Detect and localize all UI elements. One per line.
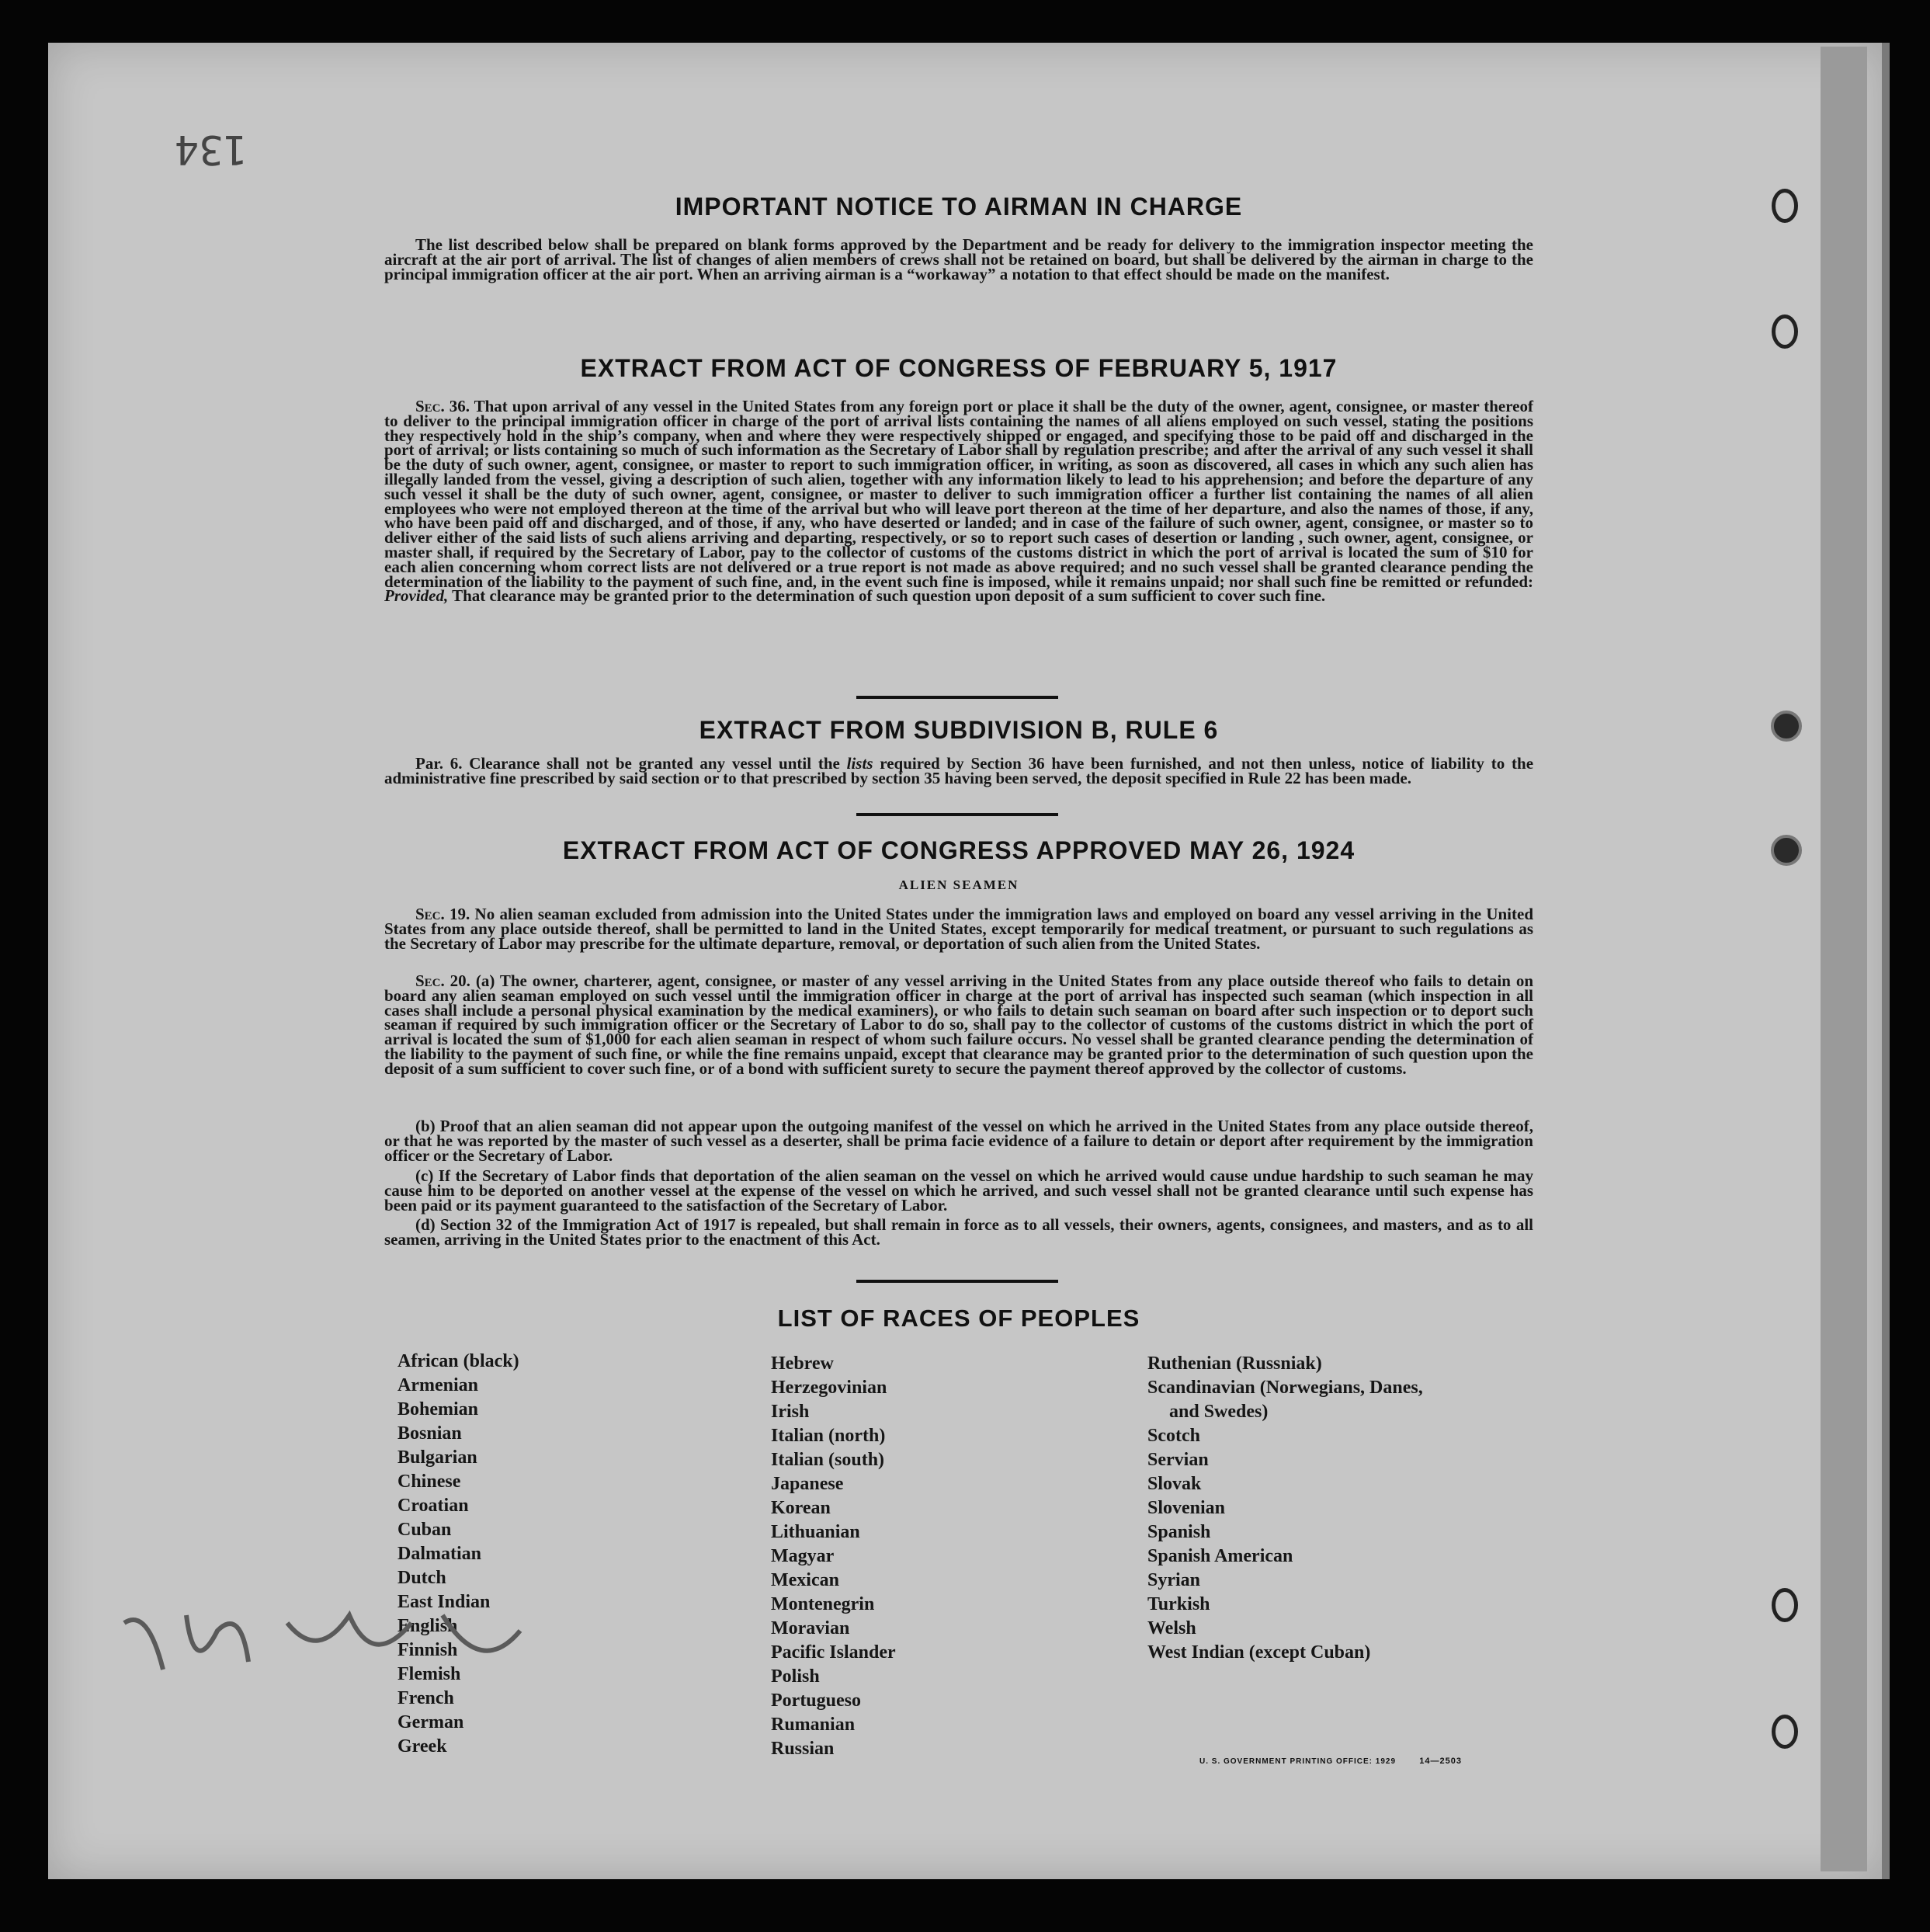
races-title: LIST OF RACES OF PEOPLES	[777, 1305, 1140, 1332]
race-item: West Indian (except Cuban)	[1147, 1642, 1371, 1663]
races-column-2	[771, 1352, 896, 1761]
sec-20a-text: Sec. 20. (a) The owner, charterer, agent, consignee, or master of any vessel arriving in the United States from any place outside thereof who fails to detain on board any alien seaman employed on such vessel until the immigration officer in charge at the port of arrival has inspected such seaman (which inspection in all cases shall include a personal physical examination by the medical examiners), or who fails to detain such seaman on board after such inspection or to deport such seaman if required by such immigration officer or the Secretary of Labor to do so, shall pay to the collector of customs of the customs district in which the port of arrival is located the sum of $1,000 for each alien seaman in respect of whom such failure occurs. No vessel shall be granted clearance pending the determination of the liability to the payment of such fine, or while the fine remains unpaid, except that clearance may be granted prior to the determination of such question upon the deposit of a sum sufficient to cover such fine, or of a bond with sufficient surety to secure the payment thereof approved by the collector of customs.	[384, 971, 1534, 1078]
race-item: Cuban	[397, 1520, 452, 1540]
sec-20b-text: (b) Proof that an alien seaman did not appear upon the outgoing manifest of the vessel on which he arrived in the United States from any place outside thereof, or that he was reported by the master of such vessel as a deserter, shall be prima facie evidence of a failure to detain or deport after requirement by the immigration officer or the Secretary of Labor.	[384, 1117, 1533, 1165]
race-item: Bosnian	[397, 1423, 462, 1444]
races-column-3	[1147, 1352, 1423, 1665]
sec-19-text: Sec. 19. No alien seaman excluded from admission into the United States under the immigration laws and employed on board any vessel arriving in the United States from any place outside thereof, shall be permitted to land in the United States, except temporarily for medical treatment, or pursuant to such regulations as the Secretary of Labor may prescribe for the ultimate departure, removal, or deportation of such alien from the United States.	[384, 905, 1534, 953]
race-item: Pacific Islander	[771, 1642, 896, 1663]
punch-hole-icon	[1771, 711, 1802, 742]
race-item: Lithuanian	[771, 1522, 860, 1542]
race-item: German	[397, 1712, 464, 1732]
race-item: Chinese	[397, 1472, 461, 1492]
page-edge	[1821, 47, 1867, 1871]
act-1917-title: EXTRACT FROM ACT OF CONGRESS OF FEBRUARY 5, 1917	[580, 354, 1338, 382]
race-item: Syrian	[1147, 1570, 1201, 1590]
race-item: East Indian	[397, 1592, 491, 1612]
race-item: Servian	[1147, 1450, 1209, 1470]
race-item: Hebrew	[771, 1353, 834, 1374]
race-item: and Swedes)	[1169, 1402, 1269, 1422]
race-item: Scandinavian (Norwegians, Danes,	[1147, 1378, 1423, 1398]
notice-text: The list described below shall be prepared on blank forms approved by the Department and be ready for delivery to the immigration inspector meeting the aircraft at the air port of arrival. The list of changes of alien members of crews shall not be retained on board, but shall be delivered by the airman in charge to the principal immigration officer at the air port. When an arriving airman is a “workaway” a notation to that effect should be made on the manifest.	[384, 235, 1533, 283]
races-column-1	[397, 1350, 519, 1759]
race-item: Dutch	[397, 1568, 446, 1588]
race-item: Slovak	[1147, 1474, 1202, 1494]
race-item: Bulgarian	[397, 1447, 477, 1468]
binder-ring-icon	[1772, 1588, 1798, 1622]
race-item: Italian (south)	[771, 1450, 885, 1470]
punch-hole-icon	[1771, 835, 1802, 866]
notice-title: IMPORTANT NOTICE TO AIRMAN IN CHARGE	[675, 193, 1243, 221]
printer-imprint: U. S. GOVERNMENT PRINTING OFFICE: 1929 14—2503	[1199, 1757, 1462, 1766]
par-6-text: Par. 6. Clearance shall not be granted any vessel until the lists required by Section 36 have been furnished, and not then unless, notice of liability to the administrative fine prescribed by said section or to that prescribed by section 35 having been served, the deposit specified in Rule 22 has been made.	[384, 754, 1534, 787]
race-item: African (black)	[397, 1351, 519, 1371]
race-item: Polish	[771, 1666, 820, 1687]
race-item: Greek	[397, 1736, 447, 1757]
race-item: Portugueso	[771, 1690, 861, 1711]
race-item: Japanese	[771, 1474, 844, 1494]
race-item: Bohemian	[397, 1399, 479, 1419]
race-item: Turkish	[1147, 1594, 1210, 1614]
race-item: Magyar	[771, 1546, 835, 1566]
race-item: Irish	[771, 1402, 810, 1422]
race-item: Spanish American	[1147, 1546, 1293, 1566]
race-item: Scotch	[1147, 1426, 1200, 1446]
race-item: Moravian	[771, 1618, 850, 1638]
race-item: French	[397, 1688, 454, 1708]
sec-20c-text: (c) If the Secretary of Labor finds that deportation of the alien seaman on the vessel on which he arrived would cause undue hardship to such seaman he may cause him to be deported on another vessel at the expense of the vessel on which he arrived, and such vessel shall not be granted clearance until such expense has been paid or its payment guaranteed to the satisfaction of the Secretary of Labor.	[384, 1166, 1533, 1214]
rule-6-title: EXTRACT FROM SUBDIVISION B, RULE 6	[699, 716, 1219, 744]
race-item: Montenegrin	[771, 1594, 875, 1614]
race-item: Flemish	[397, 1664, 461, 1684]
section-divider	[856, 1280, 1058, 1283]
sec-36-text: Sec. 36. That upon arrival of any vessel in the United States from any foreign port or place it shall be the duty of the owner, agent, consignee, or master thereof to deliver to the principal immigration officer in charge of the port of arrival lists containing the names of all aliens employed on such vessel, stating the positions they respectively hold in the ship’s company, when and where they were respectively shipped or engaged, and specifying those to be paid off and discharged in the port of arrival; or lists containing so much of such information as the Secretary of Labor shall by regulation prescribe; and after the arrival of any such vessel it shall be the duty of such owner, agent, consignee, or master to report to such immigration officer, in writing, as soon as discovered, all cases in which any such alien has illegally landed from the vessel, giving a description of such alien, together with any information likely to lead to his apprehension; and before the departure of any such vessel it shall be the duty of such owner, agent, consignee, or master to deliver to such immigration officer a further list containing the names of all alien employees who were not employed thereon at the time of the arrival but who will leave port thereon at the time of her departure, and also the names of those, if any, who have been paid off and discharged, and of those, if any, who have deserted or landed; and in case of the failure of such owner, agent, consignee, or master so to deliver either of the said lists of such aliens arriving and departing, respectively, or so to report such cases of desertion or landing , such owner, agent, consignee, or master shall, if required by the Secretary of Labor, pay to the collector of customs of the customs district in which the port of arrival is located the sum of $10 for each alien concerning whom correct lists are not delivered or a true report is not made as above required; and no such vessel shall be granted clearance pending the determination of the liability to the payment of such fine, and, in the event such fine is imposed, while it remains unpaid; nor shall such fine be remitted or refunded: Provided, That clearance may be granted prior to the determination of such question upon deposit of a sum sufficient to cover such fine.	[384, 397, 1533, 606]
race-item: Russian	[771, 1739, 835, 1759]
binder-ring-icon	[1772, 314, 1798, 349]
race-item: Herzegovinian	[771, 1378, 887, 1398]
race-item: Slovenian	[1147, 1498, 1226, 1518]
sec-20d-text: (d) Section 32 of the Immigration Act of 1917 is repealed, but shall remain in force as to all vessels, their owners, agents, consignees, and masters, and as to all seamen, arriving in the United States prior to the enactment of this Act.	[384, 1215, 1533, 1249]
section-divider	[856, 813, 1058, 816]
race-item: Korean	[771, 1498, 831, 1518]
race-item: Dalmatian	[397, 1544, 481, 1564]
race-item: Ruthenian (Russniak)	[1147, 1353, 1322, 1374]
page-number: 134	[175, 126, 248, 172]
race-item: Welsh	[1147, 1618, 1196, 1638]
race-item: Croatian	[397, 1496, 469, 1516]
section-divider	[856, 696, 1058, 699]
binder-ring-icon	[1772, 189, 1798, 223]
act-1924-title: EXTRACT FROM ACT OF CONGRESS APPROVED MAY 26, 1924	[562, 836, 1356, 864]
race-item: Rumanian	[771, 1715, 856, 1735]
binder-ring-icon	[1772, 1715, 1798, 1749]
race-item: Mexican	[771, 1570, 839, 1590]
race-item: Finnish	[397, 1640, 458, 1660]
handwritten-mark	[116, 1600, 582, 1693]
race-item: English	[397, 1616, 458, 1636]
alien-seamen-subtitle: ALIEN SEAMEN	[898, 877, 1019, 892]
race-item: Armenian	[397, 1375, 478, 1395]
race-item: Spanish	[1147, 1522, 1211, 1542]
race-item: Italian (north)	[771, 1426, 886, 1446]
